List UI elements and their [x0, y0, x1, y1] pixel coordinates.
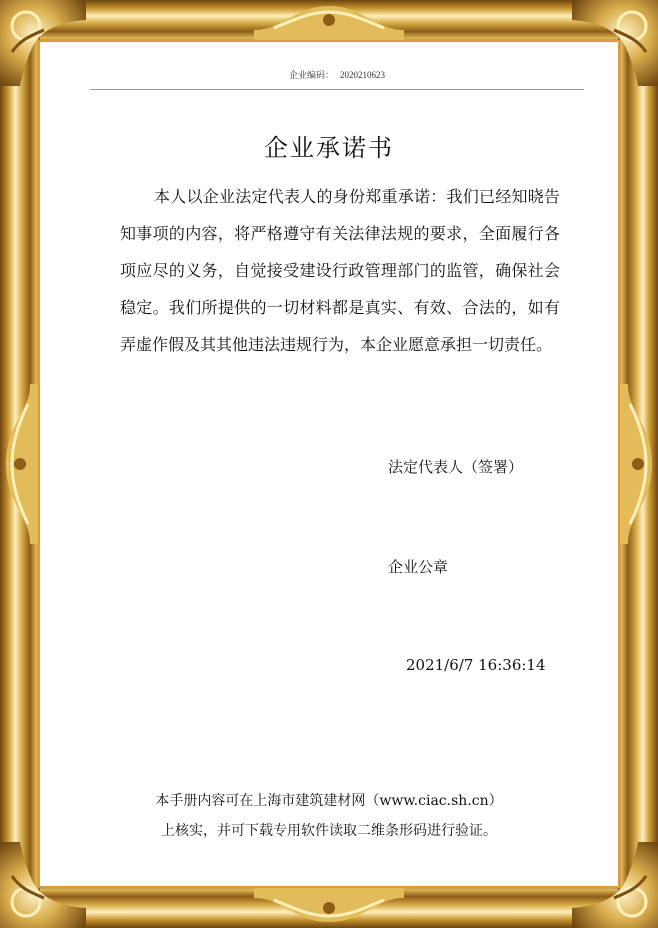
verification-footer	[40, 786, 618, 846]
signing-datetime: 2021/6/7 16:36:14	[406, 656, 546, 674]
scroll-ornament-icon	[254, 888, 404, 928]
enterprise-code-label: 企业编码：	[288, 70, 334, 80]
company-seal-label: 企业公章	[388, 558, 449, 576]
representative-signature-label: 法定代表人（签署）	[388, 458, 524, 476]
scroll-ornament-icon	[254, 0, 404, 40]
enterprise-code-value: 2020210623	[340, 70, 385, 80]
scroll-ornament-icon	[618, 384, 658, 544]
scroll-ornament-icon	[0, 384, 40, 544]
footer-line-1: 本手册内容可在上海市建筑建材网（www.ciac.sh.cn）	[155, 793, 503, 809]
commitment-body-text: 本人以企业法定代表人的身份郑重承诺：我们已经知晓告知事项的内容，将严格遵守有关法律法规的要求，全面履行各项应尽的义务，自觉接受建设行政管理部门的监管，确保社会稳定。我们所提供的一切材料都是真实、有效、合法的，如有弄虚作假及其其他违法违规行为，本企业愿意承担一切责任。	[120, 187, 560, 354]
document-page	[38, 40, 620, 888]
footer-line-2: 上核实，并可下载专用软件读取二维条形码进行验证。	[161, 823, 497, 839]
page-title: 企业承诺书	[264, 134, 394, 162]
enterprise-code-line	[90, 68, 584, 90]
